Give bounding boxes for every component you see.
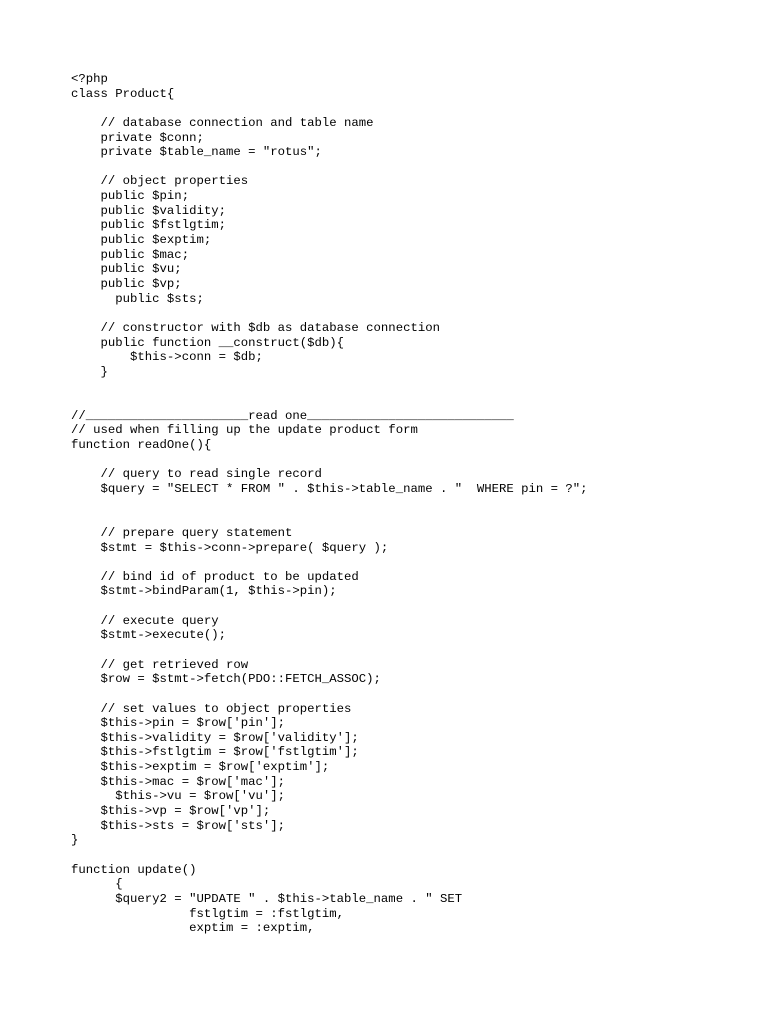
code-line bbox=[71, 497, 588, 512]
code-line bbox=[71, 555, 588, 570]
code-line bbox=[71, 599, 588, 614]
code-line: public $sts; bbox=[71, 291, 204, 306]
code-line bbox=[71, 306, 588, 321]
code-line: // used when filling up the update product form bbox=[71, 423, 418, 438]
code-line: $this->pin = $row['pin']; bbox=[71, 716, 286, 731]
code-line: $this->sts = $row['sts']; bbox=[71, 818, 286, 833]
code-line: { bbox=[71, 877, 123, 892]
code-line: $this->conn = $db; bbox=[71, 350, 263, 365]
code-line: $query2 = "UPDATE " . $this->table_name . " SET bbox=[71, 891, 463, 906]
code-line: // execute query bbox=[71, 613, 219, 628]
code-line: // prepare query statement bbox=[71, 525, 293, 540]
code-line: // database connection and table name bbox=[71, 115, 374, 130]
code-line: } bbox=[71, 364, 108, 379]
code-line: // get retrieved row bbox=[71, 657, 249, 672]
code-line bbox=[71, 394, 588, 409]
code-line: //______________________read one____________________________ bbox=[71, 408, 514, 423]
code-line: public $fstlgtim; bbox=[71, 218, 226, 233]
code-line bbox=[71, 379, 588, 394]
code-line: public $vp; bbox=[71, 276, 182, 291]
code-line: public $vu; bbox=[71, 262, 182, 277]
code-line: $this->vu = $row['vu']; bbox=[71, 789, 286, 804]
code-line: exptim = :exptim, bbox=[71, 921, 315, 936]
code-line: $this->vp = $row['vp']; bbox=[71, 804, 271, 819]
code-line: <?php bbox=[71, 72, 108, 86]
code-line bbox=[71, 511, 588, 526]
code-line: $query = "SELECT * FROM " . $this->table_name . " WHERE pin = ?"; bbox=[71, 481, 588, 496]
code-line bbox=[71, 643, 588, 658]
code-line: $stmt->execute(); bbox=[71, 628, 226, 643]
code-line: $stmt = $this->conn->prepare( $query ); bbox=[71, 540, 389, 555]
code-line: public $exptim; bbox=[71, 233, 212, 248]
code-line: // constructor with $db as database connection bbox=[71, 320, 440, 335]
code-line: } bbox=[71, 833, 79, 848]
code-line: $this->validity = $row['validity']; bbox=[71, 730, 359, 745]
code-line: private $conn; bbox=[71, 130, 204, 145]
code-line: $row = $stmt->fetch(PDO::FETCH_ASSOC); bbox=[71, 672, 381, 687]
code-line: // set values to object properties bbox=[71, 701, 352, 716]
code-line: // object properties bbox=[71, 174, 249, 189]
code-line bbox=[71, 101, 588, 116]
code-line: public function __construct($db){ bbox=[71, 335, 345, 350]
code-line: public $mac; bbox=[71, 247, 190, 262]
code-line bbox=[71, 453, 588, 468]
code-listing bbox=[71, 72, 588, 936]
code-line: // query to read single record bbox=[71, 467, 322, 482]
code-line: function update() bbox=[71, 862, 197, 877]
code-line bbox=[71, 848, 588, 863]
code-line bbox=[71, 687, 588, 702]
code-line: // bind id of product to be updated bbox=[71, 569, 359, 584]
code-line: public $validity; bbox=[71, 203, 226, 218]
code-line: private $table_name = "rotus"; bbox=[71, 145, 322, 160]
code-line: $this->mac = $row['mac']; bbox=[71, 774, 286, 789]
code-line: class Product{ bbox=[71, 86, 175, 101]
code-line: fstlgtim = :fstlgtim, bbox=[71, 906, 345, 921]
code-line: public $pin; bbox=[71, 189, 190, 204]
code-line: $stmt->bindParam(1, $this->pin); bbox=[71, 584, 337, 599]
code-line bbox=[71, 160, 588, 175]
code-line: $this->fstlgtim = $row['fstlgtim']; bbox=[71, 745, 359, 760]
code-line: $this->exptim = $row['exptim']; bbox=[71, 760, 330, 775]
code-line: function readOne(){ bbox=[71, 438, 212, 453]
